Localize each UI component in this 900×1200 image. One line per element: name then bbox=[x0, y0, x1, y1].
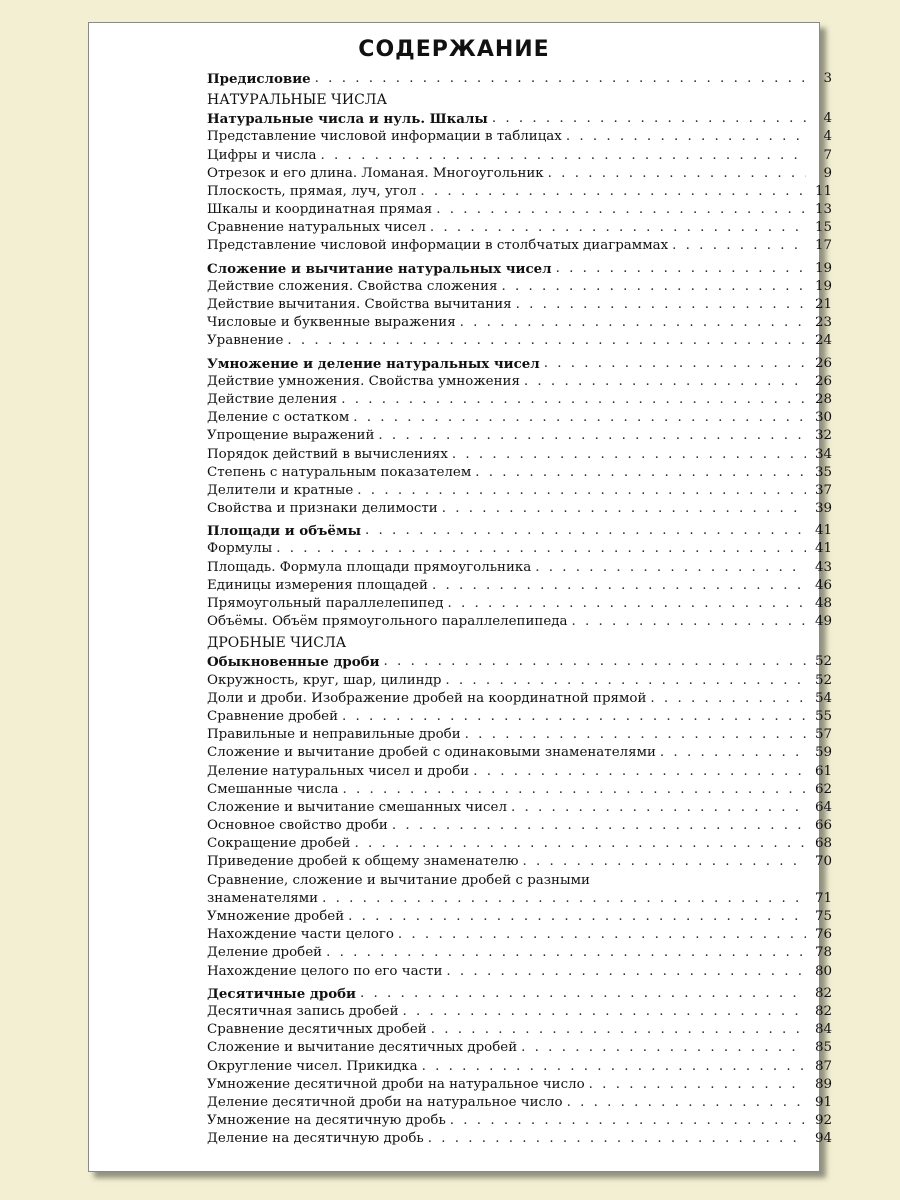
dot-leader bbox=[384, 653, 806, 671]
toc-entry-page: 66 bbox=[814, 818, 832, 834]
dot-leader bbox=[322, 890, 806, 908]
dot-leader bbox=[422, 1058, 806, 1076]
toc-entry-title: Представление числовой информации в таблицах bbox=[207, 129, 562, 145]
dot-leader bbox=[341, 391, 806, 409]
toc-entry-title: Свойства и признаки делимости bbox=[207, 501, 438, 517]
toc-entry-title: Уравнение bbox=[207, 333, 284, 349]
dot-leader bbox=[566, 128, 806, 146]
toc-entry-title: Нахождение части целого bbox=[207, 927, 394, 943]
toc-entry-title: Смешанные числа bbox=[207, 781, 339, 797]
dot-leader bbox=[446, 963, 806, 981]
toc-entry-title: Умножение и деление натуральных чисел bbox=[207, 355, 540, 372]
dot-leader bbox=[357, 482, 806, 500]
toc-entry bbox=[207, 1039, 832, 1057]
toc-entry-page: 52 bbox=[814, 672, 832, 688]
toc-entry bbox=[207, 799, 832, 817]
toc-entry bbox=[207, 128, 832, 146]
toc-entry-page: 70 bbox=[814, 854, 832, 870]
toc-entry bbox=[207, 817, 832, 835]
toc-entry-page: 78 bbox=[814, 945, 832, 961]
toc-entry-title: Действие умножения. Свойства умножения bbox=[207, 373, 520, 389]
dot-leader bbox=[445, 672, 806, 690]
toc-entry-page: 4 bbox=[823, 111, 832, 127]
toc-entry bbox=[207, 500, 832, 518]
dot-leader bbox=[365, 522, 806, 540]
toc-entry-title: Деление десятичной дроби на натуральное число bbox=[207, 1094, 563, 1110]
dot-leader bbox=[342, 781, 806, 799]
toc-entry-title: Деление натуральных чисел и дроби bbox=[207, 763, 470, 779]
toc-entry bbox=[207, 391, 832, 409]
toc-entry-title: Приведение дробей к общему знаменателю bbox=[207, 854, 519, 870]
dot-leader bbox=[432, 577, 806, 595]
dot-leader bbox=[450, 1112, 806, 1130]
toc-entry-title: Площадь. Формула площади прямоугольника bbox=[207, 559, 532, 575]
toc-entry-page: 64 bbox=[814, 799, 832, 815]
dot-leader bbox=[354, 835, 806, 853]
toc-entry bbox=[207, 147, 832, 165]
dot-leader bbox=[511, 799, 806, 817]
toc-entry-title: Формулы bbox=[207, 541, 273, 557]
dot-leader bbox=[436, 201, 806, 219]
toc-chapter bbox=[207, 260, 832, 278]
dot-leader bbox=[650, 690, 806, 708]
toc-entry-title: Действие деления bbox=[207, 391, 338, 407]
toc-entry-title: Объёмы. Объём прямоугольного параллелепипеда bbox=[207, 614, 568, 630]
toc-entry bbox=[207, 314, 832, 332]
toc-entry-page: 61 bbox=[814, 763, 832, 779]
toc-entry-page: 21 bbox=[814, 297, 832, 313]
page-title: СОДЕРЖАНИЕ bbox=[358, 37, 550, 62]
toc-entry-page: 41 bbox=[814, 523, 832, 539]
toc-entry bbox=[207, 559, 832, 577]
toc-entry-title: Сложение и вычитание дробей с одинаковыми знаменателями bbox=[207, 745, 656, 761]
toc-entry bbox=[207, 1076, 832, 1094]
toc-entry-page: 26 bbox=[814, 355, 832, 371]
dot-leader bbox=[567, 1094, 806, 1112]
toc-entry-title: Цифры и числа bbox=[207, 147, 317, 163]
toc-entry bbox=[207, 690, 832, 708]
toc-entry-page: 28 bbox=[814, 391, 832, 407]
toc-entry-page: 19 bbox=[814, 278, 832, 294]
toc-entry-title: Сравнение десятичных дробей bbox=[207, 1022, 427, 1038]
toc-entry-title: Единицы измерения площадей bbox=[207, 577, 428, 593]
dot-leader bbox=[556, 260, 806, 278]
toc-entry-page: 9 bbox=[823, 165, 832, 181]
toc-entry-title: Деление с остатком bbox=[207, 410, 350, 426]
toc-entry bbox=[207, 726, 832, 744]
toc-entry-title: Окружность, круг, шар, цилиндр bbox=[207, 672, 442, 688]
toc-entry-title: Числовые и буквенные выражения bbox=[207, 315, 456, 331]
toc-entry bbox=[207, 744, 832, 762]
dot-leader bbox=[348, 908, 806, 926]
dot-leader bbox=[544, 355, 806, 373]
toc-entry bbox=[207, 541, 832, 559]
toc-entry-title: Десятичная запись дробей bbox=[207, 1003, 399, 1019]
toc-entry-page: 85 bbox=[814, 1040, 832, 1056]
toc-entry bbox=[207, 1130, 832, 1148]
toc-entry bbox=[207, 183, 832, 201]
dot-leader bbox=[492, 110, 806, 128]
toc-entry-title: Отрезок и его длина. Ломаная. Многоугольник bbox=[207, 165, 544, 181]
toc-entry bbox=[207, 1058, 832, 1076]
toc-entry-page: 30 bbox=[814, 410, 832, 426]
dot-leader bbox=[571, 613, 806, 631]
section-heading: ДРОБНЫЕ ЧИСЛА bbox=[207, 635, 347, 652]
dot-leader bbox=[672, 237, 806, 255]
toc-entry-page: 24 bbox=[814, 333, 832, 349]
toc-entry-title: Умножение на десятичную дробь bbox=[207, 1113, 446, 1129]
toc-entry-title: Делители и кратные bbox=[207, 482, 354, 498]
toc-entry-title: Основное свойство дроби bbox=[207, 818, 388, 834]
toc-entry-page: 68 bbox=[814, 836, 832, 852]
toc-entry-page: 34 bbox=[814, 446, 832, 462]
dot-leader bbox=[660, 744, 806, 762]
toc-entry-page: 11 bbox=[814, 183, 832, 199]
toc-entry-page: 92 bbox=[814, 1113, 832, 1129]
toc-entry bbox=[207, 427, 832, 445]
toc-entry bbox=[207, 908, 832, 926]
toc-entry-page: 94 bbox=[814, 1131, 832, 1147]
toc-entry-preface bbox=[207, 70, 832, 88]
toc-entry-page: 76 bbox=[814, 927, 832, 943]
toc-entry-title: Сложение и вычитание десятичных дробей bbox=[207, 1040, 518, 1056]
toc-entry-page: 75 bbox=[814, 909, 832, 925]
dot-leader bbox=[430, 219, 806, 237]
toc-entry bbox=[207, 332, 832, 350]
toc-entry bbox=[207, 577, 832, 595]
toc-entry-page: 4 bbox=[823, 129, 832, 145]
toc-entry-title-line1: Сравнение, сложение и вычитание дробей с разными bbox=[207, 872, 590, 888]
toc-entry-page: 57 bbox=[814, 727, 832, 743]
toc-entry-page: 89 bbox=[814, 1076, 832, 1092]
toc-entry-title: Прямоугольный параллелепипед bbox=[207, 596, 444, 612]
toc-entry-title: Представление числовой информации в столбчатых диаграммах bbox=[207, 238, 669, 254]
toc-entry-page: 39 bbox=[814, 501, 832, 517]
toc-entry-title: Порядок действий в вычислениях bbox=[207, 446, 448, 462]
dot-leader bbox=[353, 409, 806, 427]
dot-leader bbox=[521, 1039, 806, 1057]
toc-entry bbox=[207, 708, 832, 726]
toc-entry bbox=[207, 890, 832, 908]
toc-entry-page: 80 bbox=[814, 963, 832, 979]
toc-entry-page: 26 bbox=[814, 373, 832, 389]
dot-leader bbox=[475, 464, 806, 482]
dot-leader bbox=[501, 278, 806, 296]
toc-entry bbox=[207, 278, 832, 296]
dot-leader bbox=[548, 165, 806, 183]
toc-entry-title: Действие сложения. Свойства сложения bbox=[207, 278, 498, 294]
toc-entry bbox=[207, 763, 832, 781]
toc-entry bbox=[207, 613, 832, 631]
section-heading: НАТУРАЛЬНЫЕ ЧИСЛА bbox=[207, 92, 388, 109]
toc-chapter bbox=[207, 653, 832, 671]
toc-chapter bbox=[207, 985, 832, 1003]
toc-entry-page: 52 bbox=[814, 654, 832, 670]
toc-entry bbox=[207, 835, 832, 853]
dot-leader bbox=[392, 817, 806, 835]
toc-entry bbox=[207, 409, 832, 427]
toc-entry-title: Деление на десятичную дробь bbox=[207, 1131, 424, 1147]
book-page bbox=[88, 22, 832, 1172]
toc-entry-page: 41 bbox=[814, 541, 832, 557]
toc-entry-title: Упрощение выражений bbox=[207, 428, 375, 444]
toc-entry-page: 3 bbox=[823, 70, 832, 86]
toc-entry bbox=[207, 201, 832, 219]
dot-leader bbox=[460, 314, 806, 332]
toc-entry bbox=[207, 926, 832, 944]
toc-entry bbox=[207, 854, 832, 872]
dot-leader bbox=[535, 559, 806, 577]
toc-entry-title: Доли и дроби. Изображение дробей на координатной прямой bbox=[207, 690, 647, 706]
toc-entry-title: Плоскость, прямая, луч, угол bbox=[207, 183, 417, 199]
toc-entry-page: 19 bbox=[814, 260, 832, 276]
dot-leader bbox=[473, 763, 806, 781]
toc-chapter bbox=[207, 522, 832, 540]
toc-entry-title-cont: знаменателями bbox=[207, 890, 319, 906]
toc-entry bbox=[207, 963, 832, 981]
dot-leader bbox=[447, 595, 806, 613]
toc-entry bbox=[207, 219, 832, 237]
toc-entry-title: Умножение дробей bbox=[207, 909, 345, 925]
toc-entry bbox=[207, 446, 832, 464]
toc-entry-title: Округление чисел. Прикидка bbox=[207, 1058, 418, 1074]
toc-entry-title: Правильные и неправильные дроби bbox=[207, 727, 461, 743]
dot-leader bbox=[589, 1076, 806, 1094]
dot-leader bbox=[403, 1003, 806, 1021]
toc-entry bbox=[207, 595, 832, 613]
toc-entry bbox=[207, 165, 832, 183]
table-of-contents bbox=[207, 70, 832, 1149]
toc-entry bbox=[207, 373, 832, 391]
toc-entry-page: 87 bbox=[814, 1058, 832, 1074]
dot-leader bbox=[431, 1021, 806, 1039]
toc-entry bbox=[207, 944, 832, 962]
dot-leader bbox=[465, 726, 806, 744]
toc-entry-page: 17 bbox=[814, 238, 832, 254]
toc-entry-title: Действие вычитания. Свойства вычитания bbox=[207, 297, 512, 313]
toc-entry-title: Степень с натуральным показателем bbox=[207, 464, 472, 480]
toc-entry-page: 59 bbox=[814, 745, 832, 761]
toc-entry-title: Предисловие bbox=[207, 70, 311, 87]
toc-chapter bbox=[207, 110, 832, 128]
toc-entry-page: 91 bbox=[814, 1094, 832, 1110]
toc-entry-title: Сложение и вычитание смешанных чисел bbox=[207, 799, 507, 815]
toc-entry-page: 23 bbox=[814, 315, 832, 331]
toc-entry-title: Десятичные дроби bbox=[207, 985, 356, 1002]
toc-entry-title: Нахождение целого по его части bbox=[207, 963, 443, 979]
toc-entry bbox=[207, 672, 832, 690]
dot-leader bbox=[321, 147, 806, 165]
toc-entry-page: 13 bbox=[814, 202, 832, 218]
toc-entry-title: Сравнение дробей bbox=[207, 708, 339, 724]
toc-entry-page: 71 bbox=[814, 890, 832, 906]
dot-leader bbox=[516, 296, 806, 314]
toc-entry-page: 32 bbox=[814, 428, 832, 444]
toc-entry-page: 15 bbox=[814, 220, 832, 236]
dot-leader bbox=[398, 926, 806, 944]
toc-entry-page: 54 bbox=[814, 690, 832, 706]
dot-leader bbox=[523, 853, 806, 871]
toc-entry bbox=[207, 1094, 832, 1112]
dot-leader bbox=[378, 427, 806, 445]
dot-leader bbox=[452, 446, 806, 464]
toc-entry-page: 46 bbox=[814, 577, 832, 593]
toc-entry-page: 7 bbox=[823, 147, 832, 163]
dot-leader bbox=[326, 944, 806, 962]
toc-entry-page: 37 bbox=[814, 482, 832, 498]
toc-entry-page: 82 bbox=[814, 985, 832, 1001]
toc-entry-page: 43 bbox=[814, 559, 832, 575]
toc-entry-title: Сравнение натуральных чисел bbox=[207, 220, 426, 236]
toc-entry-page: 82 bbox=[814, 1003, 832, 1019]
toc-entry-title: Шкалы и координатная прямая bbox=[207, 202, 433, 218]
dot-leader bbox=[428, 1130, 806, 1148]
toc-entry-page: 35 bbox=[814, 464, 832, 480]
toc-entry-page: 48 bbox=[814, 596, 832, 612]
dot-leader bbox=[342, 708, 806, 726]
dot-leader bbox=[315, 70, 806, 88]
toc-entry bbox=[207, 482, 832, 500]
dot-leader bbox=[420, 183, 806, 201]
toc-entry bbox=[207, 781, 832, 799]
toc-entry-title: Сложение и вычитание натуральных чисел bbox=[207, 260, 552, 277]
toc-entry bbox=[207, 464, 832, 482]
toc-entry bbox=[207, 1021, 832, 1039]
toc-entry bbox=[207, 1003, 832, 1021]
toc-entry-page: 49 bbox=[814, 614, 832, 630]
toc-entry-page: 55 bbox=[814, 708, 832, 724]
dot-leader bbox=[442, 500, 806, 518]
toc-chapter bbox=[207, 355, 832, 373]
dot-leader bbox=[287, 332, 806, 350]
toc-entry-title: Деление дробей bbox=[207, 945, 323, 961]
toc-entry-title: Умножение десятичной дроби на натуральное число bbox=[207, 1076, 585, 1092]
dot-leader bbox=[360, 985, 806, 1003]
dot-leader bbox=[276, 540, 806, 558]
toc-entry bbox=[207, 1112, 832, 1130]
dot-leader bbox=[524, 373, 806, 391]
toc-entry-title: Обыкновенные дроби bbox=[207, 654, 380, 671]
toc-entry bbox=[207, 296, 832, 314]
toc-entry-title: Площади и объёмы bbox=[207, 523, 362, 540]
toc-entry-page: 84 bbox=[814, 1022, 832, 1038]
toc-entry-title: Сокращение дробей bbox=[207, 836, 351, 852]
toc-entry-page: 62 bbox=[814, 781, 832, 797]
toc-entry-title: Натуральные числа и нуль. Шкалы bbox=[207, 111, 488, 128]
toc-entry bbox=[207, 238, 832, 256]
